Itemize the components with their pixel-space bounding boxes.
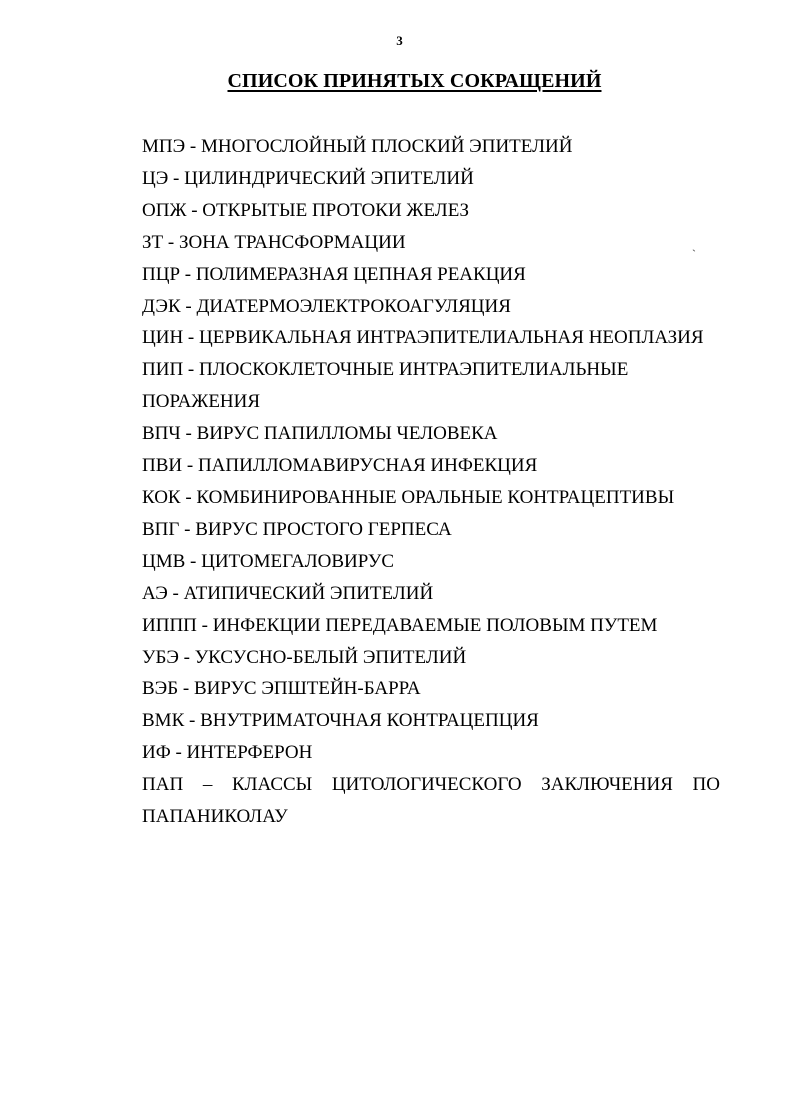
abbreviation-item: ВПЧ - ВИРУС ПАПИЛЛОМЫ ЧЕЛОВЕКА: [142, 423, 498, 445]
abbreviation-item: ОПЖ - ОТКРЫТЫЕ ПРОТОКИ ЖЕЛЕЗ: [142, 199, 470, 221]
page-number: 3: [396, 33, 403, 48]
abbreviation-list: [142, 131, 720, 833]
abbreviation-item: ИФ - ИНТЕРФЕРОН: [142, 742, 313, 764]
abbreviation-item: ПИП - ПЛОСКОКЛЕТОЧНЫЕ ИНТРАЭПИТЕЛИАЛЬНЫЕ ПОРАЖЕНИЯ: [142, 359, 629, 413]
abbreviation-item: КОК - КОМБИНИРОВАННЫЕ ОРАЛЬНЫЕ КОНТРАЦЕПТИВЫ: [142, 486, 675, 508]
abbreviation-item: ВМК - ВНУТРИМАТОЧНАЯ КОНТРАЦЕПЦИЯ: [142, 710, 539, 732]
abbreviation-item: ПЦР - ПОЛИМЕРАЗНАЯ ЦЕПНАЯ РЕАКЦИЯ: [142, 263, 526, 285]
abbreviation-item: ЗТ - ЗОНА ТРАНСФОРМАЦИИ: [142, 231, 406, 253]
scan-artifact: ˎ: [692, 238, 696, 252]
abbreviation-item: ВПГ - ВИРУС ПРОСТОГО ГЕРПЕСА: [142, 518, 452, 540]
abbreviation-item: ЦЭ - ЦИЛИНДРИЧЕСКИЙ ЭПИТЕЛИЙ: [142, 167, 474, 189]
page-title: СПИСОК ПРИНЯТЫХ СОКРАЩЕНИЙ: [227, 70, 602, 92]
abbreviation-item: ПВИ - ПАПИЛЛОМАВИРУСНАЯ ИНФЕКЦИЯ: [142, 455, 538, 477]
abbreviation-item: ЦИН - ЦЕРВИКАЛЬНАЯ ИНТРАЭПИТЕЛИАЛЬНАЯ НЕОПЛАЗИЯ: [142, 327, 704, 349]
abbreviation-item: ВЭБ - ВИРУС ЭПШТЕЙН-БАРРА: [142, 678, 421, 700]
abbreviation-item: МПЭ - МНОГОСЛОЙНЫЙ ПЛОСКИЙ ЭПИТЕЛИЙ: [142, 136, 573, 157]
abbreviation-item: ЦМВ - ЦИТОМЕГАЛОВИРУС: [142, 550, 394, 572]
abbreviation-item: ПАП – КЛАССЫ ЦИТОЛОГИЧЕСКОГО ЗАКЛЮЧЕНИЯ ПО ПАПАНИКОЛАУ: [142, 774, 720, 828]
abbreviation-item: УБЭ - УКСУСНО-БЕЛЫЙ ЭПИТЕЛИЙ: [142, 646, 467, 668]
abbreviation-item: АЭ - АТИПИЧЕСКИЙ ЭПИТЕЛИЙ: [142, 582, 434, 604]
abbreviation-item: ИППП - ИНФЕКЦИИ ПЕРЕДАВАЕМЫЕ ПОЛОВЫМ ПУТЕМ: [142, 614, 658, 636]
abbreviation-item: ДЭК - ДИАТЕРМОЭЛЕКТРОКОАГУЛЯЦИЯ: [142, 295, 511, 317]
